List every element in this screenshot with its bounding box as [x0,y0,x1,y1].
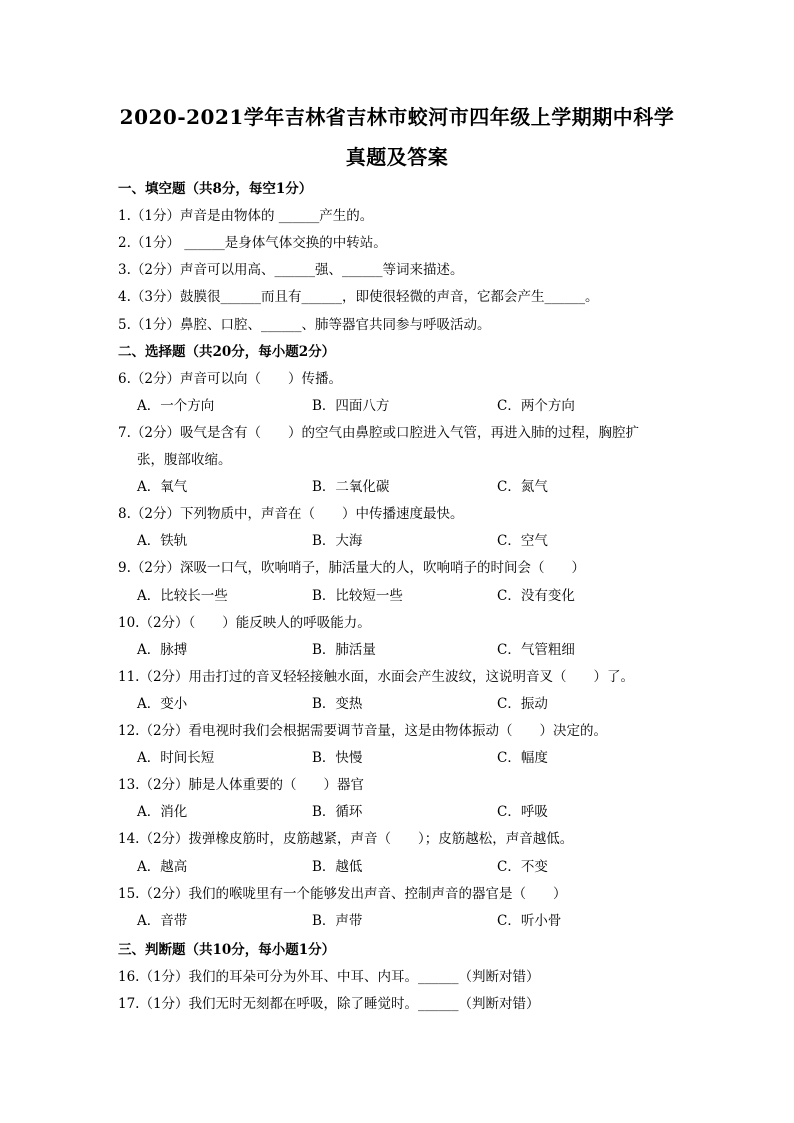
question-text: 14.（2分）拨弹橡皮筋时，皮筋越紧，声音（ ）；皮筋越松，声音越低。 [118,831,574,848]
answer-option: C．振动 [497,695,548,712]
section-heading: 二、选择题（共20分，每小题2分） [118,343,336,360]
question-text: 1.（1分）声音是由物体的 ______产生的。 [118,208,374,225]
answer-option: C．不变 [497,858,548,875]
answer-option: B．二氧化碳 [312,479,390,496]
answer-option: B．声带 [312,912,363,929]
answer-option: C．幅度 [497,750,548,767]
answer-option: B．越低 [312,858,363,875]
question-text: 17.（1分）我们无时无刻都在呼吸，除了睡觉时。______（判断对错） [118,996,540,1012]
question-text: 9.（2分）深吸一口气，吹响哨子，肺活量大的人，吹响哨子的时间会（ ） [118,560,585,577]
document-title-line-1: 2020-2021学年吉林省吉林市蛟河市四年级上学期期中科学 [119,105,675,129]
section-heading: 一、填空题（共8分，每空1分） [118,181,313,197]
question-text: 12.（2分）看电视时我们会根据需要调节音量，这是由物体振动（ ）决定的。 [118,723,608,739]
answer-option: A．一个方向 [137,397,215,414]
answer-option: B．四面八方 [312,397,390,414]
answer-option: C．没有变化 [497,587,575,604]
question-text: 13.（2分）肺是人体重要的（ ）器官 [118,777,365,794]
answer-option: A．越高 [137,858,188,875]
answer-option: A．音带 [137,912,188,929]
section-heading: 三、判断题（共10分，每小题1分） [118,941,336,958]
answer-option: C．空气 [497,533,548,550]
question-text: 16.（1分）我们的耳朵可分为外耳、中耳、内耳。______（判断对错） [118,968,540,985]
question-text: 7.（2分）吸气是含有（ ）的空气由鼻腔或口腔进入气管，再进入肺的过程，胸腔扩 [118,424,639,441]
answer-option: B．变热 [312,695,363,712]
document-title-line-2: 真题及答案 [345,145,449,169]
answer-option: A．比较长一些 [137,587,228,604]
question-text: 11.（2分）用击打过的音叉轻轻接触水面，水面会产生波纹，这说明音叉（ ）了。 [118,668,635,685]
question-text: 8.（2分）下列物质中，声音在（ ）中传播速度最快。 [118,506,464,523]
answer-option: B．大海 [312,533,363,550]
answer-option: A．脉搏 [137,641,188,658]
question-text: 2.（1分） ______是身体气体交换的中转站。 [118,235,387,252]
question-text: 15.（2分）我们的喉咙里有一个能够发出声音、控制声音的器官是（ ） [118,885,567,902]
answer-option: A．铁轨 [137,533,188,550]
answer-option: A．消化 [137,804,188,821]
answer-option: C．呼吸 [497,804,548,821]
question-text: 6.（2分）声音可以向（ ）传播。 [118,370,342,387]
answer-option: A．变小 [137,695,188,712]
answer-option: C．气管粗细 [497,641,575,658]
answer-option: C．听小骨 [497,912,562,929]
answer-option: C．氮气 [497,479,548,496]
question-text: 3.（2分）声音可以用高、______强、______等词来描述。 [118,262,464,279]
answer-option: B．循环 [312,804,363,821]
answer-option: B．肺活量 [312,641,376,658]
answer-option: B．快慢 [312,750,363,767]
question-text-continued: 张，腹部收缩。 [137,452,232,468]
answer-option: B．比较短一些 [312,587,403,604]
answer-option: A．氧气 [137,479,188,496]
answer-option: A．时间长短 [137,750,215,767]
answer-option: C．两个方向 [497,397,575,414]
question-text: 4.（3分）鼓膜很______而且有______，即使很轻微的声音，它都会产生______。 [118,289,599,306]
question-text: 10.（2分）（ ）能反映人的呼吸能力。 [118,614,371,631]
question-text: 5.（1分）鼻腔、口腔、______、肺等器官共同参与呼吸活动。 [118,316,491,333]
